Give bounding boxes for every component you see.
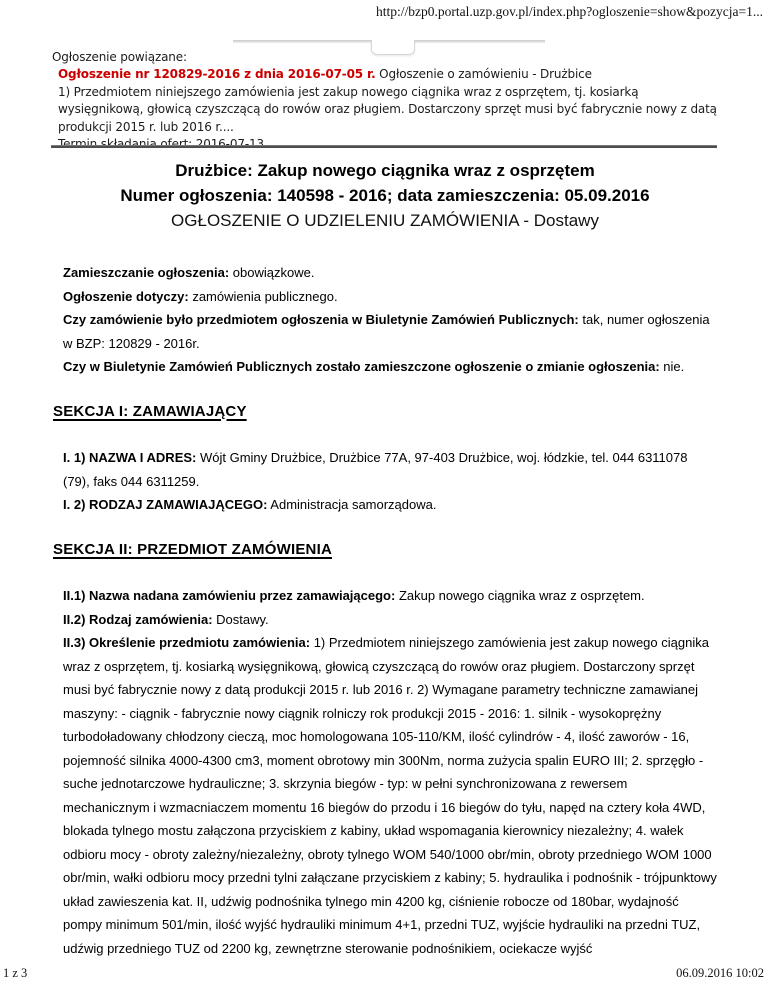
entry-label: I. 1) NAZWA I ADRES: (63, 450, 197, 465)
meta-entry (63, 355, 717, 379)
print-datetime: 06.09.2016 10:02 (676, 966, 764, 980)
meta-entry (63, 308, 717, 355)
announcement-document (53, 158, 717, 960)
meta-label: Czy zamówienie było przedmiotem ogłoszenia w Biuletynie Zamówień Publicznych: (63, 312, 579, 327)
entry-value: Wójt Gminy Drużbice, Drużbice 77A, 97-403 Drużbice, woj. łódzkie, tel. 044 6311078 (79), faks 044 6311259. (63, 450, 688, 489)
section1-items (63, 446, 717, 517)
entry-value: Zakup nowego ciągnika wraz z osprzętem. (395, 588, 645, 603)
meta-entry (63, 285, 717, 309)
section-entry (63, 631, 717, 960)
related-announcement-block (52, 49, 718, 153)
meta-label: Zamieszczanie ogłoszenia: (63, 265, 230, 280)
section2-heading: SEKCJA II: PRZEDMIOT ZAMÓWIENIA (53, 540, 332, 558)
meta-value: nie. (659, 359, 685, 374)
related-label: Ogłoszenie powiązane: (52, 50, 187, 64)
entry-label: II.3) Określenie przedmiotu zamówienia: (63, 635, 311, 650)
entry-value: 1) Przedmiotem niniejszego zamówienia jest zakup nowego ciągnika wraz z osprzętem, tj. kosiarką wysięgnikową, głowicą czyszczącą do rowów oraz pługiem. Dostarczony sprzęt musi być fabrycznie nowy z datą produkcji 2015 r. lub 2016 r. 2) Wymagane parametry techniczne zamawianej maszyny: - ciągnik - fabrycznie nowy ciągnik rolniczy rok produkcji 2015 - 2016: 1. silnik - wysokoprężny turbodoładowany chłodzony cieczą, moc homologowana 105-110/KM, ilość cylindrów - 4, ilość zaworów - 16, pojemność silnika 4000-4300 cm3, moment obrotowy min 300Nm, norma zużycia spalin EURO III; 2. sprzęgło - suche jednotarczowe hydrauliczne; 3. skrzynia biegów - typ: w pełni synchronizowana z rewersem mechanicznym i wzmacniaczem momentu 16 biegów do przodu i 16 biegów do tyłu, napęd na cztery koła 4WD, blokada tylnego mostu załączona przyciskiem z kabiny, układ wspomagania kierownicy niezależny; 4. wałek odbioru mocy - obroty zależny/niezależny, obroty tylnego WOM 540/1000 obr/min, obroty przedniego WOM 1000 obr/min, wałki odbioru mocy przedni tylni załączane przyciskiem z kabiny; 5. hydraulika i podnośnik - trójpunktowy układ zawieszenia kat. II, udźwig podnośnika tylnego min 4200 kg, ciśnienie robocze od 180bar, wydajność pompy minimum 501/min, ilość wyjść hydrauliki minimum 4+1, przedni TUZ, wyjście hydrauliki na przedni TUZ, udźwig przedniego TUZ od 2200 kg, zewnętrzne sterowanie podnośnikiem, ociekacze wyjść (63, 635, 717, 956)
meta-block (63, 261, 717, 379)
section-divider (51, 145, 717, 148)
page-number: 1 z 3 (3, 966, 28, 980)
section1-heading: SEKCJA I: ZAMAWIAJĄCY (53, 402, 247, 420)
page-title: Drużbice: Zakup nowego ciągnika wraz z osprzętem (175, 161, 595, 180)
entry-label: II.1) Nazwa nadana zamówieniu przez zamawiającego: (63, 588, 396, 603)
entry-label: II.2) Rodzaj zamówienia: (63, 611, 213, 627)
related-details (58, 66, 718, 153)
meta-value: zamówienia publicznego. (188, 288, 338, 304)
meta-value: obowiązkowe. (229, 265, 315, 280)
section-entry (63, 493, 717, 517)
related-description: 1) Przedmiotem niniejszego zamówienia jest zakup nowego ciągnika wraz z osprzętem, tj. kosiarką wysięgnikową, głowicą czyszczącą do rowów oraz pługiem. Dostarczony sprzęt musi być fabrycznie nowy z datą produkcji 2015 r. lub 2016 r.... (58, 84, 717, 134)
announcement-type: OGŁOSZENIE O UDZIELENIU ZAMÓWIENIA - Dostawy (171, 211, 599, 230)
section2-items (63, 584, 717, 960)
related-announcement-link[interactable]: Ogłoszenie nr 120829-2016 z dnia 2016-07-05 r. (58, 67, 376, 82)
print-header-url: http://bzp0.portal.uzp.gov.pl/index.php?ogloszenie=show&pozycja=1... (375, 4, 763, 19)
entry-value: Administracja samorządowa. (267, 497, 437, 512)
related-link-line (58, 66, 718, 83)
entry-label: I. 2) RODZAJ ZAMAWIAJĄCEGO: (63, 497, 268, 512)
entry-value: Dostawy. (212, 611, 269, 627)
section-entry (63, 446, 717, 493)
related-link-suffix: Ogłoszenie o zamówieniu - Drużbice (375, 67, 592, 82)
announcement-number: Numer ogłoszenia: 140598 - 2016; data zamieszczenia: 05.09.2016 (120, 186, 650, 205)
meta-value: tak, numer ogłoszenia w BZP: 120829 - 2016r. (63, 312, 710, 351)
section-entry (63, 584, 717, 608)
meta-entry (63, 261, 717, 285)
meta-label: Ogłoszenie dotyczy: (63, 288, 189, 304)
meta-label: Czy w Biuletynie Zamówień Publicznych zostało zamieszczone ogłoszenie o zmianie ogłoszenia: (63, 359, 660, 374)
section-entry (63, 608, 717, 632)
